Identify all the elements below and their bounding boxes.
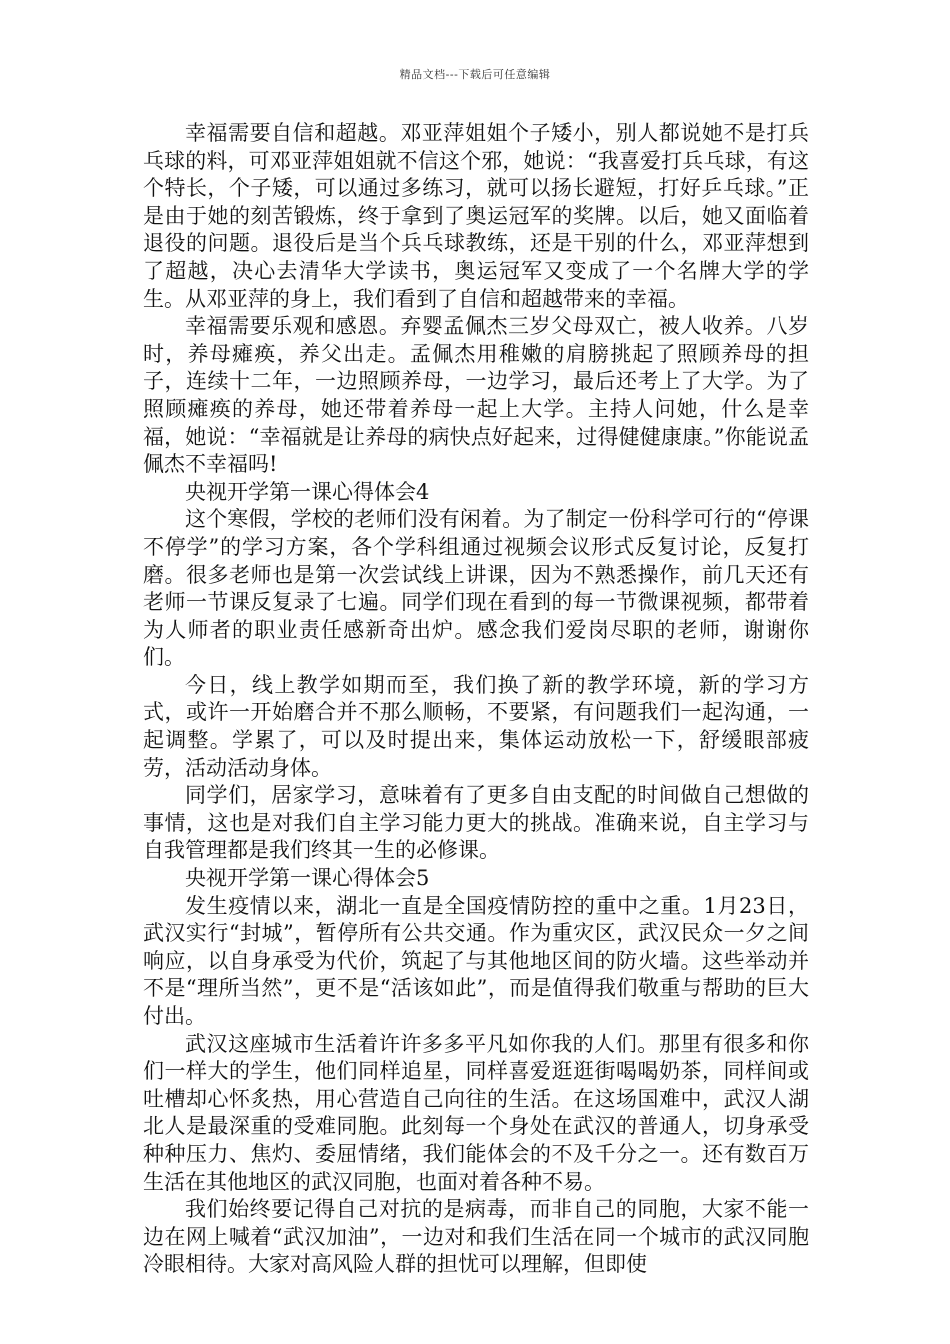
paragraph: 幸福需要自信和超越。邓亚萍姐姐个子矮小，别人都说她不是打兵乓球的料，可邓亚萍姐姐就不信这个邪，她说：“我喜爱打兵乓球，有这个特长，个子矮，可以通过多练习，就可以扬长避短，打好乒乓球。”正是由于她的刻苦锻炼，终于拿到了奥运冠军的奖牌。以后，她又面临着退役的问题。退役后是当个兵乓球教练，还是干别的什么，邓亚萍想到了超越，决心去清华大学读书，奥运冠军又变成了一个名牌大学的学生。从邓亚萍的身上，我们看到了自信和超越带来的幸福。 (143, 121, 809, 311)
paragraph: 幸福需要乐观和感恩。弃婴孟佩杰三岁父母双亡，被人收养。八岁时，养母瘫痪，养父出走。孟佩杰用稚嫩的肩膀挑起了照顾养母的担子，连续十二年，一边照顾养母，一边学习，最后还考上了大学。为了照顾瘫痪的养母，她还带着养母一起上大学。主持人问她，什么是幸福，她说：“幸福就是让养母的病快点好起来，过得健健康康。”你能说孟佩杰不幸福吗! (143, 314, 809, 477)
page-header: 精品文档---下载后可任意编辑 (399, 68, 551, 81)
section-heading: 央视开学第一课心得体会5 (185, 866, 430, 891)
paragraph: 这个寒假，学校的老师们没有闲着。为了制定一份科学可行的“停课不停学”的学习方案，各个学科组通过视频会议形式反复讨论，反复打磨。很多老师也是第一次尝试线上讲课，因为不熟悉操作，前几天还有老师一节课反复录了七遍。同学们现在看到的每一节微课视频，都带着为人师者的职业责任感新奇出炉。感念我们爱岗尽职的老师，谢谢你们。 (143, 507, 809, 670)
section-heading: 央视开学第一课心得体会4 (185, 479, 430, 504)
document-body (143, 120, 809, 1279)
paragraph: 同学们，居家学习，意味着有了更多自由支配的时间做自己想做的事情，这也是对我们自主学习能力更大的挑战。准确来说，自主学习与自我管理都是我们终其一生的必修课。 (143, 783, 809, 863)
paragraph: 发生疫情以来，湖北一直是全国疫情防控的重中之重。1月23日，武汉实行“封城”，暂停所有公共交通。作为重灾区，武汉民众一夕之间响应，以自身承受为代价，筑起了与其他地区间的防火墙。这些举动并不是“理所当然”，更不是“活该如此”，而是值得我们敬重与帮助的巨大付出。 (143, 893, 809, 1028)
paragraph: 我们始终要记得自己对抗的是病毒，而非自己的同胞，大家不能一边在网上喊着“武汉加油”，一边对和我们生活在同一个城市的武汉同胞冷眼相待。大家对高风险人群的担忧可以理解，但即使 (143, 1197, 809, 1277)
paragraph: 武汉这座城市生活着许许多多平凡如你我的人们。那里有很多和你们一样大的学生，他们同样追星，同样喜爱逛逛街喝喝奶茶，同样间或吐槽却心怀炙热，用心营造自己向往的生活。在这场国难中，武汉人湖北人是最深重的受难同胞。此刻每一个身处在武汉的普通人，切身承受种种压力、焦灼、委屈情绪，我们能体会的不及千分之一。还有数百万生活在其他地区的武汉同胞，也面对着各种不易。 (143, 1031, 809, 1194)
paragraph: 今日，线上教学如期而至，我们换了新的教学环境，新的学习方式，或许一开始磨合并不那么顺畅，不要紧，有问题我们一起沟通，一起调整。学累了，可以及时提出来，集体运动放松一下，舒缓眼部疲劳，活动活动身体。 (143, 672, 809, 780)
